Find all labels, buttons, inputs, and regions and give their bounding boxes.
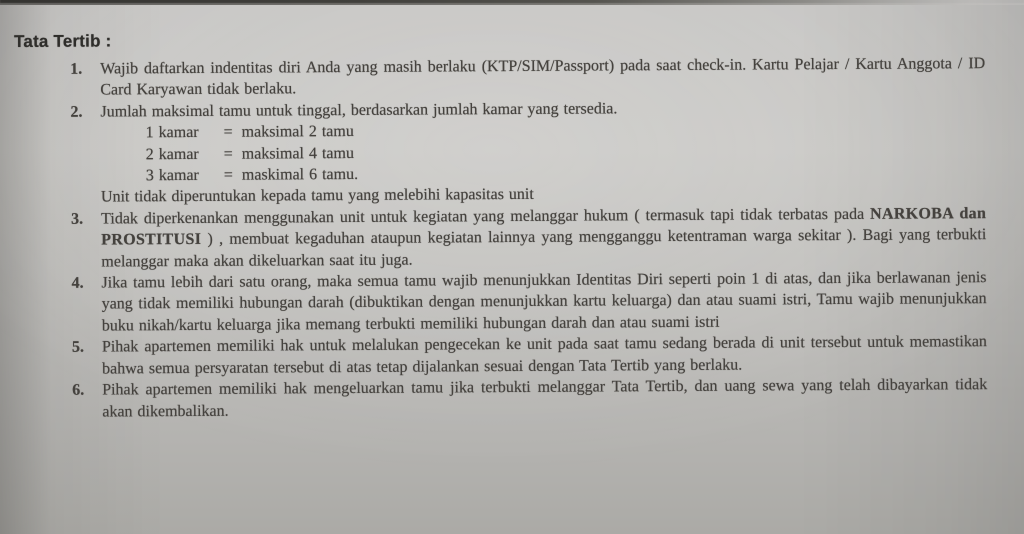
item-text: Jumlah maksimal tamu untuk tinggal, berdasarkan jumlah kamar yang tersedia.	[100, 100, 618, 121]
item-number: 3.	[71, 210, 84, 228]
room-capacity-table	[146, 117, 986, 186]
item-text-bold: NARKOBA dan PROSTITUSI	[101, 204, 987, 249]
list-item	[2, 331, 1024, 380]
room-count: 3 kamar	[145, 166, 199, 185]
item-text	[101, 203, 986, 273]
room-count: 1 kamar	[145, 124, 199, 142]
list-item	[1, 203, 1024, 273]
guest-limit: maksimal 4 tamu	[241, 144, 355, 163]
equals-sign: =	[223, 145, 233, 163]
item-note: Unit tidak diperuntukan kepada tamu yang melebihi kapasitas unit	[100, 186, 534, 206]
item-number: 1.	[70, 60, 83, 78]
equals-sign: =	[223, 166, 233, 184]
item-text: Wajib daftarkan indentitas diri Anda yang masih berlaku (KTP/SIM/Passport) pada saat check-in. Kartu Pelajar / Kartu Anggota / ID Card Karyawan tidak berlaku.	[100, 55, 986, 99]
guest-limit: maksimal 2 tamu	[241, 123, 354, 141]
item-text-before: Tidak diperkenankan menggunakan unit untuk kegiatan yang melanggar hukum ( termasuk tapi tidak terbatas pada	[101, 205, 871, 228]
rules-list	[0, 53, 1024, 423]
list-item	[0, 96, 1024, 209]
equals-sign: =	[223, 123, 233, 141]
item-number: 4.	[71, 274, 84, 292]
item-number: 6.	[72, 381, 85, 399]
list-item	[1, 267, 1024, 337]
list-item	[2, 374, 1024, 423]
item-body	[100, 96, 986, 208]
guest-limit: maskimal 6 tamu.	[241, 165, 359, 184]
item-text: Pihak apartemen memiliki hak mengeluarkan tamu jika terbukti melanggar Tata Tertib, dan uang sewa yang telah dibayarkan tidak akan dikembalikan.	[102, 376, 988, 421]
list-item	[0, 53, 1024, 102]
room-count: 2 kamar	[145, 145, 199, 163]
page-title: Tata Tertib :	[14, 31, 112, 52]
item-text-after: ) , membuat kegaduhan ataupun kegiatan lainnya yang mengganggu ketentraman warga sekitar ). Bagi yang terbukti melanggar maka akan dikeluarkan saat itu juga.	[101, 226, 987, 271]
item-text: Pihak apartemen memiliki hak untuk melalukan pengecekan ke unit pada saat tamu sedang berada di unit tersebut untuk memastikan bahwa semua persyaratan tersebut di atas tetap dijalankan sesuai dengan Tata Tertib yang berlaku.	[101, 333, 987, 378]
item-number: 5.	[71, 338, 84, 356]
photo-paper-top-edge	[0, 0, 1024, 5]
item-number: 2.	[70, 103, 83, 121]
item-text: Jika tamu lebih dari satu orang, maka semua tamu wajib menunjukkan Identitas Diri seperti poin 1 di atas, dan jika berlawanan jenis yang tidak memiliki hubungan darah (dibuktikan dengan menunjukkan kartu keluarga) dan atau suami istri, Tamu wajib menunjukkan buku nikah/kartu keluarga jika memang terbukti memiliki hubungan darah dan atau suami istri	[101, 269, 987, 335]
document-content	[0, 26, 1024, 423]
